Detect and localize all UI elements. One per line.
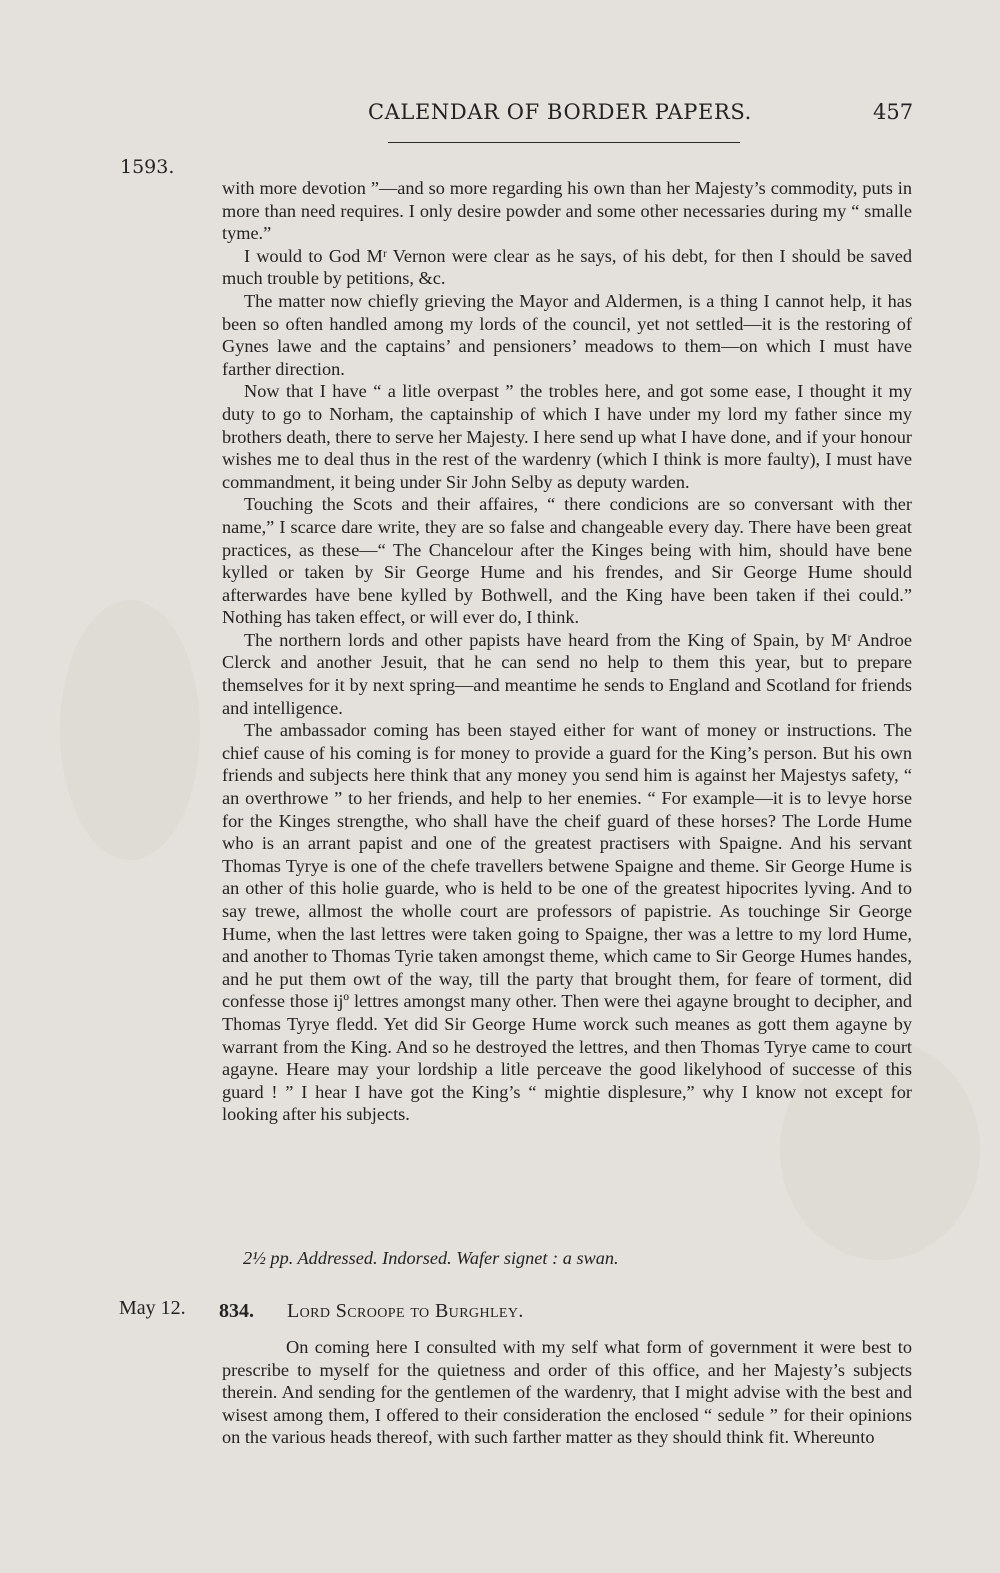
entry-title: Lord Scroope to Burghley. bbox=[287, 1300, 524, 1322]
letter-endorsement-note: 2½ pp. Addressed. Indorsed. Wafer signet : a swan. bbox=[243, 1248, 619, 1268]
margin-year: 1593. bbox=[120, 156, 175, 178]
page-number: 457 bbox=[873, 100, 914, 124]
letter-paragraph: The matter now chiefly grieving the Mayor and Aldermen, is a thing I cannot help, it has been so often handled among my lords of the council, yet not settled—it is the restoring of Gynes lawe and the captains’ and pensioners’ meadows to them—on which I must have farther direction. bbox=[222, 290, 912, 379]
letter-paragraph: The northern lords and other papists have heard from the King of Spain, by Mʳ Androe Clerck and another Jesuit, that he can send no help to them this year, but to prepare themselves for it by next spring—and meantime he sends to England and Scotland for friends and intelligence. bbox=[222, 629, 912, 718]
running-title: CALENDAR OF BORDER PAPERS. bbox=[368, 100, 752, 124]
letter-paragraph: Now that I have “ a litle overpast ” the trobles here, and got some ease, I thought it my duty to go to Norham, the captainship of which I have under my lord my father since my brothers death, there to serve her Majesty. I here send up what I have done, and if your honour wishes me to deal thus in the rest of the wardenry (which I think is more faulty), I must have commandment, it being under Sir John Selby as deputy warden. bbox=[222, 381, 912, 492]
entry-paragraph: On coming here I consulted with my self what form of government it were best to prescribe to myself for the quietness and order of this office, and her Majesty’s subjects therein. And sending for the gentlemen of the wardenry, that I might advise with the best and wisest among them, I offered to their consideration the enclosed “ sedule ” for their opinions on the various heads thereof, with such farther matter as they should think fit. Whereunto bbox=[222, 1337, 912, 1448]
letter-paragraph: with more devotion ”—and so more regarding his own than her Majesty’s commodity, puts in more than need requires. I only desire powder and some other necessaries during my “ smalle tyme.” bbox=[222, 178, 912, 244]
paper-stain bbox=[60, 600, 200, 860]
letter-paragraph: I would to God Mʳ Vernon were clear as he says, of his debt, for then I should be saved much trouble by petitions, &c. bbox=[222, 245, 912, 289]
entry-number: 834. bbox=[219, 1300, 254, 1322]
entry-body bbox=[222, 1336, 912, 1449]
letter-body bbox=[222, 177, 912, 1126]
header-rule bbox=[388, 142, 740, 143]
letter-paragraph: The ambassador coming has been stayed either for want of money or instructions. The chief cause of his coming is for money to provide a guard for the King’s person. But his own friends and subjects here think that any money you send him is against her Majestys safety, “ an overthrowe ” to her friends, and help to her enemies. “ For example—it is to levye horse for the Kinges strengthe, who shall have the cheif guard of these horses? The Lorde Hume who is an arrant papist and one of the greatest practisers with Spaigne. And his servant Thomas Tyrye is one of the chefe travellers betwene Spaigne and theme. Sir George Hume is an other of this holie guarde, who is held to be one of the greatest hipocrites lyving. And to say trewe, allmost the wholle court are professors of papistrie. As touchinge Sir George Hume, when the last lettres were taken going to Spaigne, ther was a lettre to my lord Hume, and another to Thomas Tyrie taken amongst theme, which came to Sir George Humes handes, and he put them owt of the way, till the party that brought them, for feare of torment, did confesse those ijº lettres amongst many other. Then were thei agayne brought to decipher, and Thomas Tyrye fledd. Yet did Sir George Hume worck such meanes as gott them agayne by warrant from the King. And so he destroyed the lettres, and then Thomas Tyrye came to court agayne. Heare may your lordship a litle perceave the good likelyhood of successe of this guard ! ” I hear I have got the King’s “ mightie displesure,” why I know not except for looking after his subjects. bbox=[222, 720, 912, 1125]
letter-paragraph: Touching the Scots and their affaires, “ there condicions are so conversant with ther name,” I scarce dare write, they are so false and changeable every day. There have been great practices, as these—“ The Chancelour after the Kinges being with him, should have bene kylled or taken by Sir George Hume and his frendes, and Sir George Hume should afterwardes have bene kylled by Bothwell, and the King have been taken if thei could.” Nothing has taken effect, or will ever do, I think. bbox=[222, 494, 912, 628]
entry-date: May 12. bbox=[119, 1297, 186, 1319]
